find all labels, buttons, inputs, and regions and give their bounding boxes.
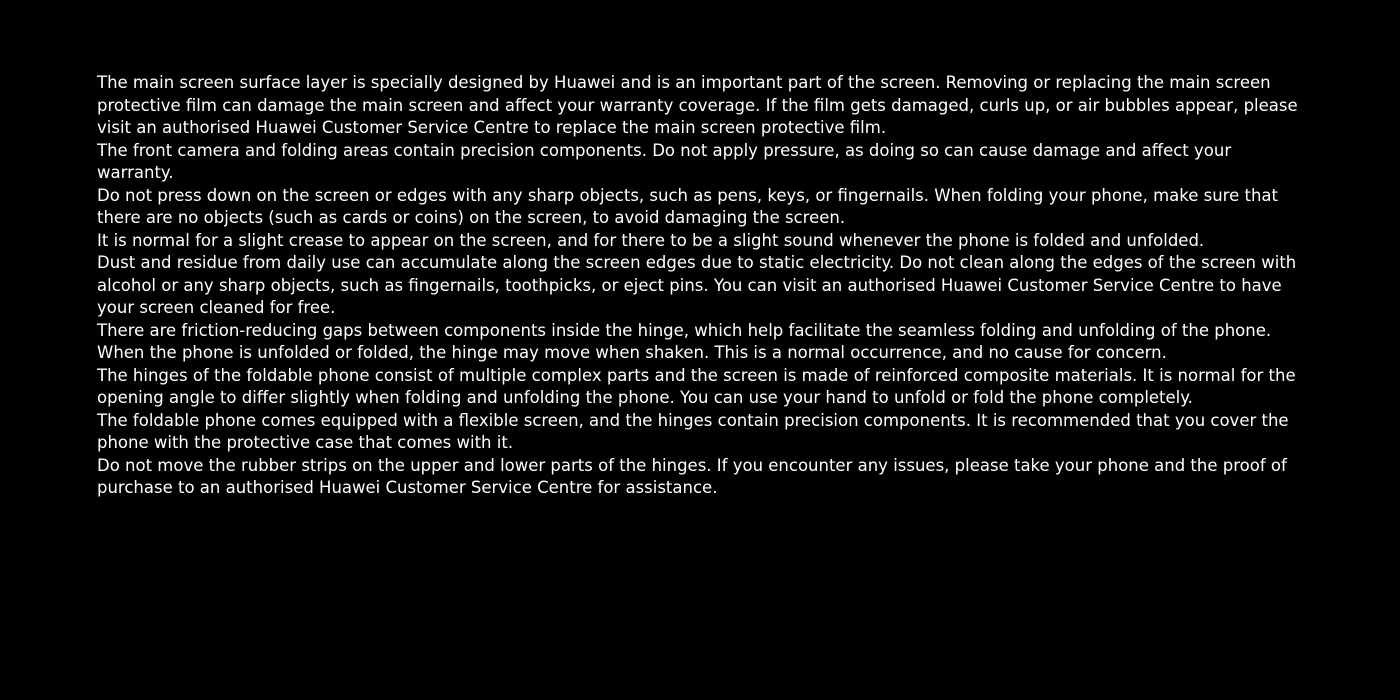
paragraph-main-screen-film: The main screen surface layer is specially designed by Huawei and is an important part of the screen. Removing or replacing the main screen protective film can damage the main screen and affect your warranty coverage. If the film gets damaged, curls up, or air bubbles appear, please visit an authorised Huawei Customer Service Centre to replace the main screen protective film. <box>97 73 1298 137</box>
paragraph-crease: It is normal for a slight crease to appear on the screen, and for there to be a slight sound whenever the phone is folded and unfolded. <box>97 230 1205 250</box>
paragraph-hinge-gaps: There are friction-reducing gaps between components inside the hinge, which help facilitate the seamless folding and unfolding of the phone. When the phone is unfolded or folded, the hinge may move when shaken. This is a normal occurrence, and no cause for concern. <box>97 320 1272 362</box>
paragraph-flexible-screen: The foldable phone comes equipped with a flexible screen, and the hinges contain precision components. It is recommended that you cover the phone with the protective case that comes with it. <box>97 410 1289 452</box>
paragraph-sharp-objects: Do not press down on the screen or edges with any sharp objects, such as pens, keys, or fingernails. When folding your phone, make sure that there are no objects (such as cards or coins) on the screen, to avoid damaging the screen. <box>97 185 1278 227</box>
paragraph-dust-residue: Dust and residue from daily use can accumulate along the screen edges due to static electricity. Do not clean along the edges of the screen with alcohol or any sharp objects, such as fingernails, toothpicks, or eject pins. You can visit an authorised Huawei Customer Service Centre to have your screen cleaned for free. <box>97 253 1297 317</box>
paragraph-rubber-strips: Do not move the rubber strips on the upper and lower parts of the hinges. If you encounter any issues, please take your phone and the proof of purchase to an authorised Huawei Customer Service Centre for assistance. <box>97 455 1287 497</box>
screen-care-notice <box>97 72 1309 500</box>
paragraph-hinge-parts: The hinges of the foldable phone consist of multiple complex parts and the screen is made of reinforced composite materials. It is normal for the opening angle to differ slightly when folding and unfolding the phone. You can use your hand to unfold or fold the phone completely. <box>97 365 1296 407</box>
paragraph-front-camera: The front camera and folding areas contain precision components. Do not apply pressure, as doing so can cause damage and affect your warranty. <box>97 140 1232 182</box>
